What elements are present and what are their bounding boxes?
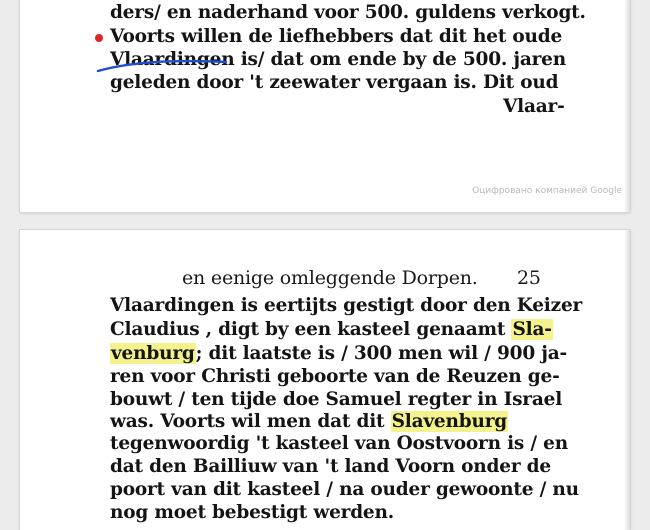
text-line: was. Voorts wil men dat dit Slavenburg bbox=[110, 411, 508, 432]
scan-page-top bbox=[20, 0, 630, 212]
text-line: Vlaardingen is/ dat om ende by de 500. jaren bbox=[110, 49, 567, 70]
highlighted-word: Slavenburg bbox=[391, 411, 508, 432]
text-line: bouwt / ten tijde doe Samuel regter in Israel bbox=[110, 389, 563, 410]
text-line: venburg; dit laatste is / 300 men wil / 900 ja- bbox=[111, 343, 567, 364]
text-line: poort van dit kasteel / na ouder gewoonte / nu bbox=[110, 479, 579, 500]
text-line: ders/ en naderhand voor 500. guldens verkogt. bbox=[110, 2, 586, 23]
text-line: tegenwoordig 't kasteel van Oostvoorn is / en bbox=[110, 433, 568, 454]
text-line: nog moet bebestigt werden. bbox=[110, 502, 394, 523]
highlighted-word: venburg bbox=[111, 343, 195, 364]
highlighted-word: Sla- bbox=[512, 319, 552, 340]
text-line: Claudius , digt by een kasteel genaamt Sla- bbox=[110, 319, 552, 340]
red-dot-marker bbox=[95, 34, 103, 42]
page-edge-shadow bbox=[624, 230, 630, 530]
page-number: 25 bbox=[517, 267, 541, 289]
text-line: ren voor Christi geboorte van de Reuzen ge- bbox=[110, 366, 560, 387]
page-edge-shadow bbox=[624, 0, 630, 212]
scan-page-bottom bbox=[20, 230, 630, 530]
catchword: Vlaar- bbox=[503, 96, 565, 117]
text-line: dat den Bailliuw van 't land Voorn onder de bbox=[110, 456, 551, 477]
running-header: en eenige omleggende Dorpen. bbox=[182, 267, 478, 289]
text-line: Vlaardingen is eertijts gestigt door den Keizer bbox=[110, 295, 583, 316]
digitization-watermark: Оцифровано компанией Google bbox=[472, 186, 622, 196]
text-line: geleden door 't zeewater vergaan is. Dit oud bbox=[110, 72, 559, 93]
text-line: Voorts willen de liefhebbers dat dit het oude bbox=[110, 26, 563, 47]
